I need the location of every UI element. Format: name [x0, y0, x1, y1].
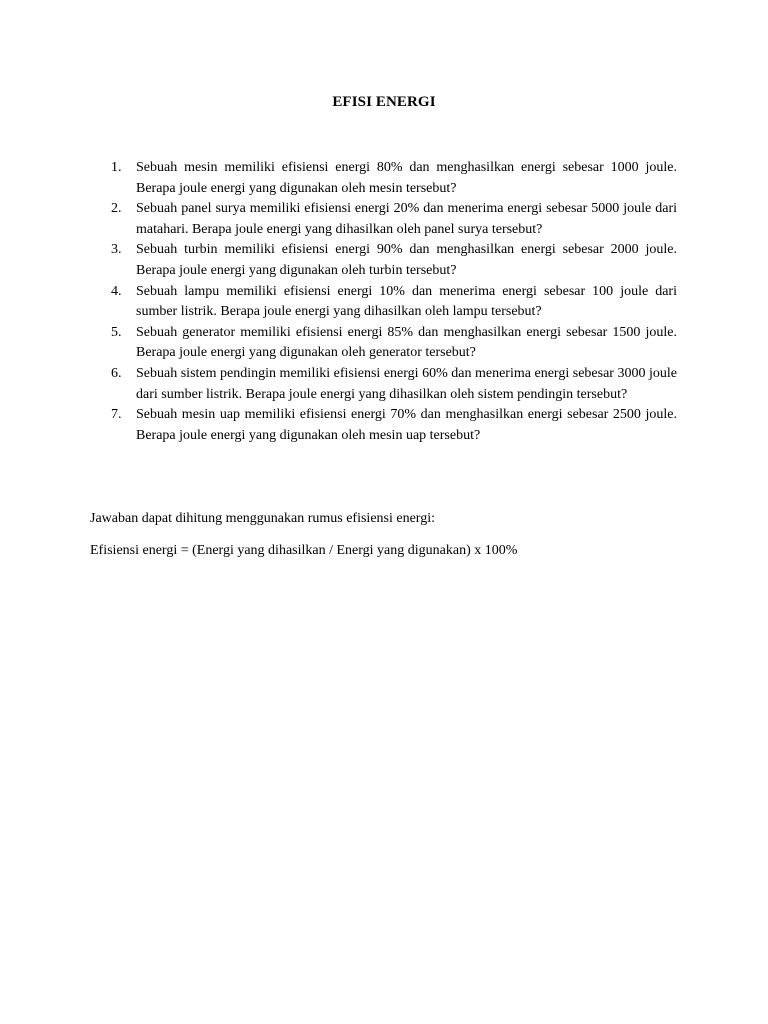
question-item — [90, 240, 677, 281]
efficiency-formula: Efisiensi energi = (Energi yang dihasilkan / Energi yang digunakan) x 100% — [90, 543, 518, 558]
answer-intro: Jawaban dapat dihitung menggunakan rumus efisiensi energi: — [90, 511, 435, 526]
question-text: Sebuah generator memiliki efisiensi energi 85% dan menghasilkan energi sebesar 1500 joule. Berapa joule energi yang digunakan oleh generator tersebut? — [136, 324, 677, 361]
question-number: 7. — [111, 407, 122, 423]
question-item — [90, 158, 677, 199]
question-number: 2. — [111, 201, 122, 217]
question-text: Sebuah mesin uap memiliki efisiensi energi 70% dan menghasilkan energi sebesar 2500 joule. Berapa joule energi yang digunakan oleh mesin uap tersebut? — [136, 407, 677, 443]
question-text: Sebuah mesin memiliki efisiensi energi 80% dan menghasilkan energi sebesar 1000 joule. Berapa joule energi yang digunakan oleh mesin tersebut? — [136, 160, 677, 196]
document-title: EFISI ENERGI — [332, 94, 436, 110]
question-text: Sebuah panel surya memiliki efisiensi energi 20% dan menerima energi sebesar 5000 joule dari matahari. Berapa joule energi yang dihasilkan oleh panel surya tersebut? — [136, 201, 677, 237]
question-number: 5. — [111, 324, 122, 340]
question-text: Sebuah lampu memiliki efisiensi energi 10% dan menerima energi sebesar 100 joule dari sumber listrik. Berapa joule energi yang dihasilkan oleh lampu tersebut? — [136, 283, 677, 320]
question-item — [90, 323, 677, 364]
question-item — [90, 364, 677, 405]
question-number: 1. — [111, 160, 122, 175]
question-number: 3. — [111, 242, 122, 258]
question-list — [90, 158, 677, 446]
question-number: 6. — [111, 365, 122, 381]
question-item — [90, 282, 677, 323]
question-number: 4. — [111, 283, 122, 299]
question-item — [90, 405, 677, 446]
question-text: Sebuah turbin memiliki efisiensi energi 90% dan menghasilkan energi sebesar 2000 joule. Berapa joule energi yang digunakan oleh turbin tersebut? — [136, 242, 677, 278]
question-item — [90, 199, 677, 240]
question-text: Sebuah sistem pendingin memiliki efisiensi energi 60% dan menerima energi sebesar 3000 joule dari sumber listrik. Berapa joule energi yang dihasilkan oleh sistem pendingin tersebut? — [136, 365, 677, 402]
